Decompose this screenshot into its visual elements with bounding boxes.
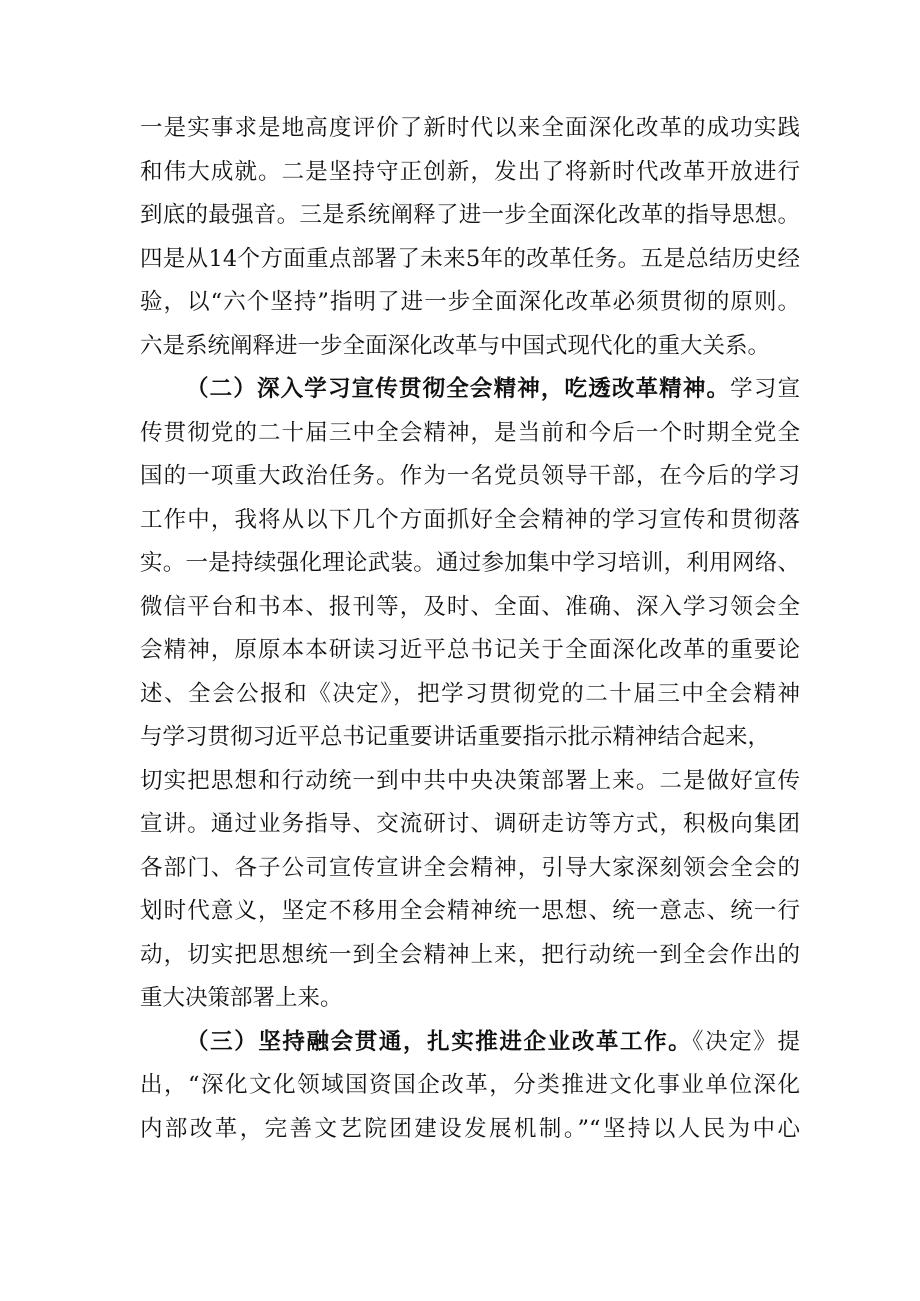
text-line: 微信平台和书本、报刊等，及时、全面、准确、深入学习领会全 <box>140 593 800 620</box>
text-line: 一是实事求是地高度评价了新时代以来全面深化改革的成功实践 <box>140 115 800 141</box>
text-line: 到底的最强音。三是系统阐释了进一步全面深化改革的指导思想。 <box>140 202 800 228</box>
text-line: 宣讲。通过业务指导、交流研讨、调研走访等方式，积极向集团 <box>140 811 800 837</box>
text-line: 会精神，原原本本研读习近平总书记关于全面深化改革的重要论 <box>140 637 800 663</box>
text-line: 切实把思想和行动统一到中共中央决策部署上来。二是做好宣传 <box>140 767 800 794</box>
text-line: 述、全会公报和《决定》，把学习贯彻党的二十届三中全会精神 <box>140 680 800 707</box>
paragraph-2-first-line <box>140 375 800 404</box>
text-line: 内部改革，完善文艺院团建设发展机制。”“坚持以人民为中心 <box>140 1115 800 1142</box>
section-heading-3: （三）坚持融会贯通，扎实推进企业改革工作。 <box>186 1028 693 1055</box>
text-line: 重大决策部署上来。 <box>140 985 343 1011</box>
section-heading-2: （二）深入学习宣传贯彻全会精神，吃透改革精神。 <box>186 376 731 402</box>
text-line: 工作中，我将从以下几个方面抓好全会精神的学习宣传和贯彻落 <box>140 506 800 533</box>
text-line: 验，以“六个坚持”指明了进一步全面深化改革必须贯彻的原则。 <box>140 289 800 315</box>
text-fragment: 学习宣 <box>730 376 800 402</box>
text-line: 国的一项重大政治任务。作为一名党员领导干部，在今后的学习 <box>140 463 800 489</box>
text-line: 传贯彻党的二十届三中全会精神，是当前和今后一个时期全党全 <box>140 419 800 446</box>
text-line: 与学习贯彻习近平总书记重要讲话重要指示批示精神结合起来， <box>140 724 771 750</box>
text-line: 各部门、各子公司宣传宣讲全会精神，引导大家深刻领会全会的 <box>140 854 800 881</box>
text-line: 四是从14个方面重点部署了未来5年的改革任务。五是总结历史经 <box>140 245 800 272</box>
text-line: 六是系统阐释进一步全面深化改革与中国式现代化的重大关系。 <box>140 332 771 359</box>
paragraph-3-first-line <box>140 1028 800 1057</box>
document-body <box>140 114 800 1144</box>
text-fragment: 《决定》提 <box>692 1028 800 1055</box>
text-line: 和伟大成就。二是坚持守正创新，发出了将新时代改革开放进行 <box>140 158 800 185</box>
text-line: 划时代意义，坚定不移用全会精神统一思想、统一意志、统一行 <box>140 898 800 924</box>
text-line: 动，切实把思想统一到全会精神上来，把行动统一到全会作出的 <box>140 941 800 968</box>
text-line: 出，“深化文化领域国资国企改革，分类推进文化事业单位深化 <box>140 1072 800 1098</box>
text-line: 实。一是持续强化理论武装。通过参加集中学习培训，利用网络、 <box>140 550 800 576</box>
